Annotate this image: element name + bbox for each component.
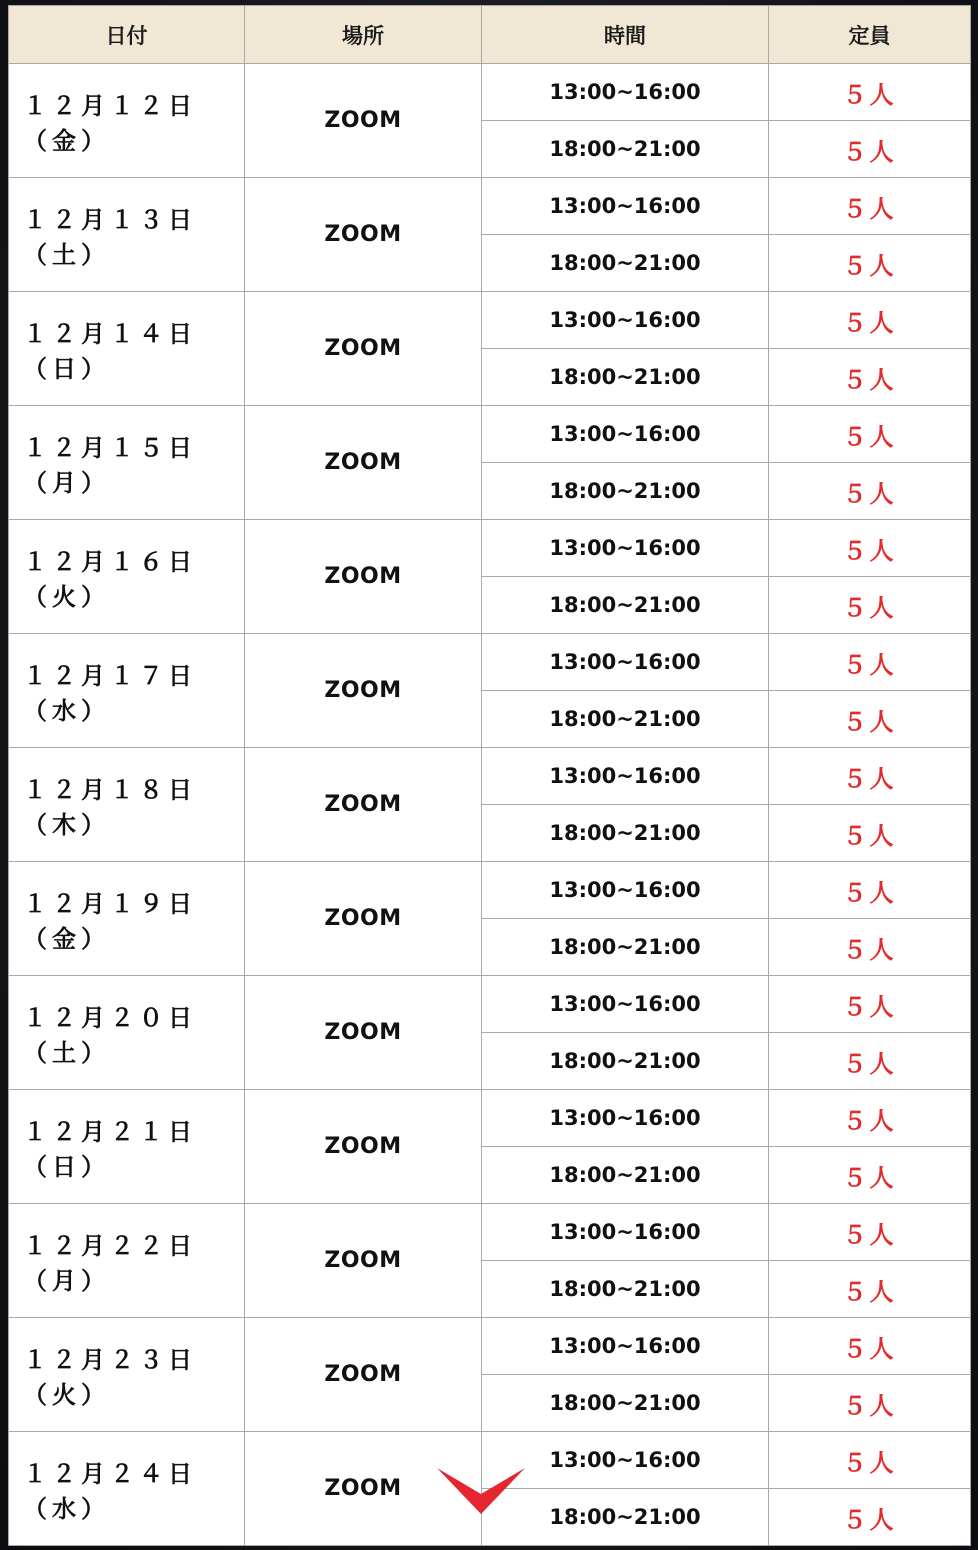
capacity-cell: ５人 bbox=[769, 235, 971, 292]
header-date: 日付 bbox=[9, 6, 245, 64]
time-cell: 13:00~16:00 bbox=[482, 520, 769, 577]
capacity-cell: ５人 bbox=[769, 691, 971, 748]
capacity-cell: ５人 bbox=[769, 1261, 971, 1318]
capacity-cell: ５人 bbox=[769, 463, 971, 520]
time-cell: 13:00~16:00 bbox=[482, 1090, 769, 1147]
table-row bbox=[9, 520, 971, 577]
table-row bbox=[9, 748, 971, 805]
date-cell: １２月２４日（水） bbox=[9, 1432, 245, 1546]
capacity-cell: ５人 bbox=[769, 178, 971, 235]
table-row bbox=[9, 1318, 971, 1375]
date-cell: １２月１３日（土） bbox=[9, 178, 245, 292]
time-cell: 18:00~21:00 bbox=[482, 919, 769, 976]
time-cell: 13:00~16:00 bbox=[482, 178, 769, 235]
place-cell: ZOOM bbox=[245, 406, 482, 520]
time-cell: 13:00~16:00 bbox=[482, 1432, 769, 1489]
capacity-cell: ５人 bbox=[769, 577, 971, 634]
capacity-cell: ５人 bbox=[769, 1033, 971, 1090]
place-cell: ZOOM bbox=[245, 1090, 482, 1204]
place-cell: ZOOM bbox=[245, 1204, 482, 1318]
date-cell: １２月１８日（木） bbox=[9, 748, 245, 862]
capacity-cell: ５人 bbox=[769, 349, 971, 406]
time-cell: 18:00~21:00 bbox=[482, 1375, 769, 1432]
table-header-row bbox=[9, 6, 971, 64]
chevron-down-icon[interactable] bbox=[437, 1466, 525, 1516]
table-row bbox=[9, 64, 971, 121]
place-cell: ZOOM bbox=[245, 64, 482, 178]
capacity-cell: ５人 bbox=[769, 862, 971, 919]
capacity-cell: ５人 bbox=[769, 520, 971, 577]
time-cell: 18:00~21:00 bbox=[482, 121, 769, 178]
time-cell: 13:00~16:00 bbox=[482, 748, 769, 805]
table-row bbox=[9, 178, 971, 235]
time-cell: 13:00~16:00 bbox=[482, 1318, 769, 1375]
schedule-body bbox=[9, 64, 971, 1546]
capacity-cell: ５人 bbox=[769, 406, 971, 463]
capacity-cell: ５人 bbox=[769, 1204, 971, 1261]
table-row bbox=[9, 976, 971, 1033]
chevron-shape bbox=[437, 1468, 525, 1514]
time-cell: 13:00~16:00 bbox=[482, 1204, 769, 1261]
time-cell: 18:00~21:00 bbox=[482, 349, 769, 406]
schedule-table-container bbox=[8, 5, 970, 1545]
place-cell: ZOOM bbox=[245, 976, 482, 1090]
header-capacity: 定員 bbox=[769, 6, 971, 64]
time-cell: 13:00~16:00 bbox=[482, 64, 769, 121]
capacity-cell: ５人 bbox=[769, 748, 971, 805]
date-cell: １２月２０日（土） bbox=[9, 976, 245, 1090]
time-cell: 18:00~21:00 bbox=[482, 1261, 769, 1318]
time-cell: 18:00~21:00 bbox=[482, 463, 769, 520]
capacity-cell: ５人 bbox=[769, 634, 971, 691]
capacity-cell: ５人 bbox=[769, 1090, 971, 1147]
schedule-table bbox=[8, 5, 971, 1546]
table-row bbox=[9, 862, 971, 919]
header-time: 時間 bbox=[482, 6, 769, 64]
date-cell: １２月１２日（金） bbox=[9, 64, 245, 178]
time-cell: 18:00~21:00 bbox=[482, 577, 769, 634]
place-cell: ZOOM bbox=[245, 178, 482, 292]
capacity-cell: ５人 bbox=[769, 976, 971, 1033]
time-cell: 13:00~16:00 bbox=[482, 862, 769, 919]
capacity-cell: ５人 bbox=[769, 919, 971, 976]
capacity-cell: ５人 bbox=[769, 805, 971, 862]
table-row bbox=[9, 1204, 971, 1261]
date-cell: １２月２２日（月） bbox=[9, 1204, 245, 1318]
time-cell: 13:00~16:00 bbox=[482, 976, 769, 1033]
date-cell: １２月１７日（水） bbox=[9, 634, 245, 748]
table-row bbox=[9, 406, 971, 463]
capacity-cell: ５人 bbox=[769, 292, 971, 349]
place-cell: ZOOM bbox=[245, 1318, 482, 1432]
capacity-cell: ５人 bbox=[769, 121, 971, 178]
date-cell: １２月１６日（火） bbox=[9, 520, 245, 634]
place-cell: ZOOM bbox=[245, 520, 482, 634]
place-cell: ZOOM bbox=[245, 1432, 482, 1546]
time-cell: 13:00~16:00 bbox=[482, 406, 769, 463]
time-cell: 18:00~21:00 bbox=[482, 1489, 769, 1546]
date-cell: １２月２１日（日） bbox=[9, 1090, 245, 1204]
date-cell: １２月２３日（火） bbox=[9, 1318, 245, 1432]
time-cell: 18:00~21:00 bbox=[482, 805, 769, 862]
place-cell: ZOOM bbox=[245, 862, 482, 976]
time-cell: 18:00~21:00 bbox=[482, 691, 769, 748]
capacity-cell: ５人 bbox=[769, 1375, 971, 1432]
header-place: 場所 bbox=[245, 6, 482, 64]
capacity-cell: ５人 bbox=[769, 1432, 971, 1489]
time-cell: 13:00~16:00 bbox=[482, 634, 769, 691]
place-cell: ZOOM bbox=[245, 292, 482, 406]
table-row bbox=[9, 1090, 971, 1147]
capacity-cell: ５人 bbox=[769, 1489, 971, 1546]
table-row bbox=[9, 634, 971, 691]
capacity-cell: ５人 bbox=[769, 1147, 971, 1204]
capacity-cell: ５人 bbox=[769, 64, 971, 121]
time-cell: 18:00~21:00 bbox=[482, 235, 769, 292]
date-cell: １２月１９日（金） bbox=[9, 862, 245, 976]
capacity-cell: ５人 bbox=[769, 1318, 971, 1375]
place-cell: ZOOM bbox=[245, 748, 482, 862]
place-cell: ZOOM bbox=[245, 634, 482, 748]
date-cell: １２月１４日（日） bbox=[9, 292, 245, 406]
table-row bbox=[9, 292, 971, 349]
time-cell: 18:00~21:00 bbox=[482, 1147, 769, 1204]
time-cell: 18:00~21:00 bbox=[482, 1033, 769, 1090]
time-cell: 13:00~16:00 bbox=[482, 292, 769, 349]
date-cell: １２月１５日（月） bbox=[9, 406, 245, 520]
